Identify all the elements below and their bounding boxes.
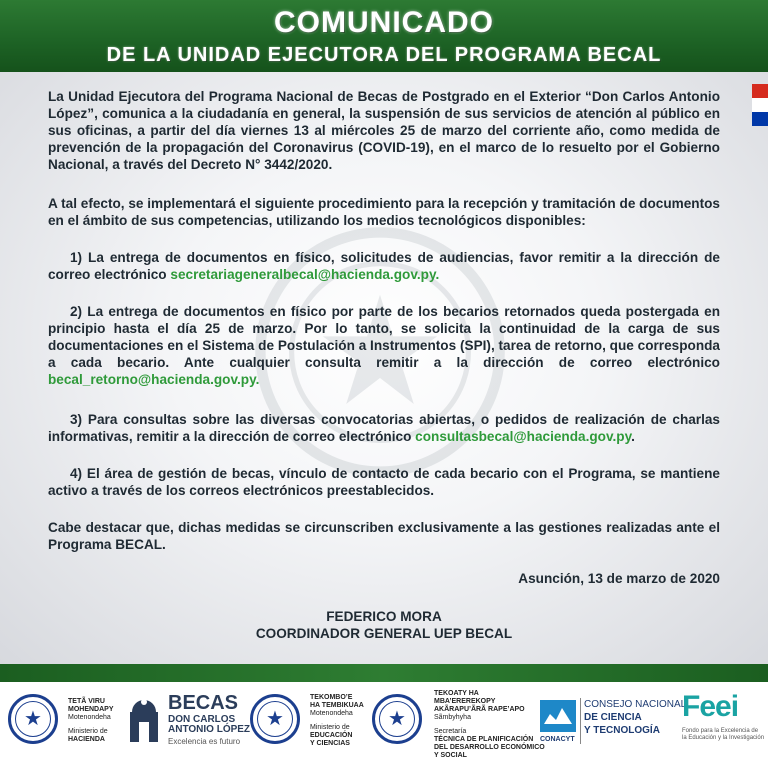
- conacyt-abbr: CONACYT: [540, 736, 575, 743]
- paragraph-procedure: A tal efecto, se implementará el siguiente procedimiento para la recepción y tramitación de documentos en el ámbito de sus competencias, utilizando los medios tecnológicos disponibles:: [48, 196, 720, 228]
- feei-logo-text: Fondo para la Excelencia de la Educación y la Investigación: [682, 728, 765, 741]
- date-line: Asunción, 13 de marzo de 2020: [518, 571, 720, 586]
- page-title: COMUNICADO: [274, 6, 494, 39]
- paraguay-seal-icon: ★: [250, 694, 300, 744]
- planificacion-logo-text: TEKOATY HA MBA’EREREKOPY AKÃRAPU’ÃRÃ RAPE’APO Sãmbyhyha Secretaría TÉCNICA DE PLANIFICACIÓN DEL DESARROLLO ECONÓMICO Y SOCIAL: [434, 690, 545, 759]
- signer-name: FEDERICO MORA: [326, 609, 442, 624]
- hacienda-logo-text: TETÃ VIRU MOHENDAPY Motenondeha Ministerio de HACIENDA: [68, 698, 114, 743]
- list-item-3-end: .: [631, 429, 635, 444]
- footer-logos: [0, 682, 768, 768]
- email-link-secretaria[interactable]: secretariageneralbecal@hacienda.gov.py.: [170, 267, 440, 282]
- list-item-2-text: 2) La entrega de documentos en físico por parte de los becarios retornados queda postergada en principio hasta el día 25 de marzo. Por lo tanto, se solicita la continuidad de la carga de sus documentaciones en el Sistema de Postulación a Instrumentos (SPI), tarea de retorno, que corresponda a cada becario. Ante cualquier consulta remitir a la dirección de correo electrónico: [48, 304, 720, 370]
- paragraph-intro: La Unidad Ejecutora del Programa Nacional de Becas de Postgrado en el Exterior “Don Carlos Antonio López”, comunica a la ciudadanía en general, la suspensión de sus servicios de atención al público en sus oficinas, a partir del día viernes 13 al miércoles 25 de marzo del corriente año, como medida de prevención de la propagación del Coronavirus (COVID-19), en el marco de lo resuelto por el Gobierno Nacional, a través del Decreto N° 3442/2020.: [48, 89, 720, 172]
- paraguay-seal-icon: ★: [372, 694, 422, 744]
- list-item-4: 4) El área de gestión de becas, vínculo de contacto de cada becario con el Programa, se mantiene activo a través de los correos electrónicos preestablecidos.: [48, 466, 720, 498]
- page-subtitle: DE LA UNIDAD EJECUTORA DEL PROGRAMA BECAL: [106, 44, 662, 66]
- paraguay-flag-icon: [752, 84, 768, 126]
- paraguay-seal-icon: ★: [8, 694, 58, 744]
- header-banner: [0, 0, 768, 72]
- becas-monument-icon: [124, 696, 164, 746]
- becas-logo-title: BECAS: [168, 692, 239, 714]
- list-item-3: [48, 411, 720, 445]
- conacyt-logo-icon: [540, 700, 576, 732]
- conacyt-logo-text: CONSEJO NACIONAL DE CIENCIA Y TECNOLOGÍA: [584, 699, 687, 736]
- list-item-1-text: 1) La entrega de documentos en físico, solicitudes de audiencias, favor remitir a la dirección de correo electrónico: [48, 250, 720, 282]
- feei-logo-title: Feei: [682, 690, 739, 723]
- list-item-2: [48, 303, 720, 388]
- educacion-logo-text: TEKOMBO’E HA TEMBIKUAA Motenondeha Ministerio de EDUCACIÓN Y CIENCIAS: [310, 694, 364, 747]
- footer-bar: [0, 664, 768, 682]
- becas-logo-name: DON CARLOS ANTONIO LÓPEZ: [168, 714, 251, 735]
- paragraph-closing: Cabe destacar que, dichas medidas se circunscriben exclusivamente a las gestiones realizadas ante el Programa BECAL.: [48, 520, 720, 552]
- becas-tagline: Excelencia es futuro: [168, 737, 241, 746]
- email-link-consultas[interactable]: consultasbecal@hacienda.gov.py: [415, 429, 632, 444]
- list-item-3-text: 3) Para consultas sobre las diversas convocatorias abiertas, o pedidos de realización de charlas informativas, remitir a la dirección de correo electrónico: [48, 412, 720, 444]
- email-link-retorno[interactable]: becal_retorno@hacienda.gov.py.: [48, 372, 260, 387]
- list-item-1: [48, 249, 720, 283]
- signer-title: COORDINADOR GENERAL UEP BECAL: [255, 626, 513, 641]
